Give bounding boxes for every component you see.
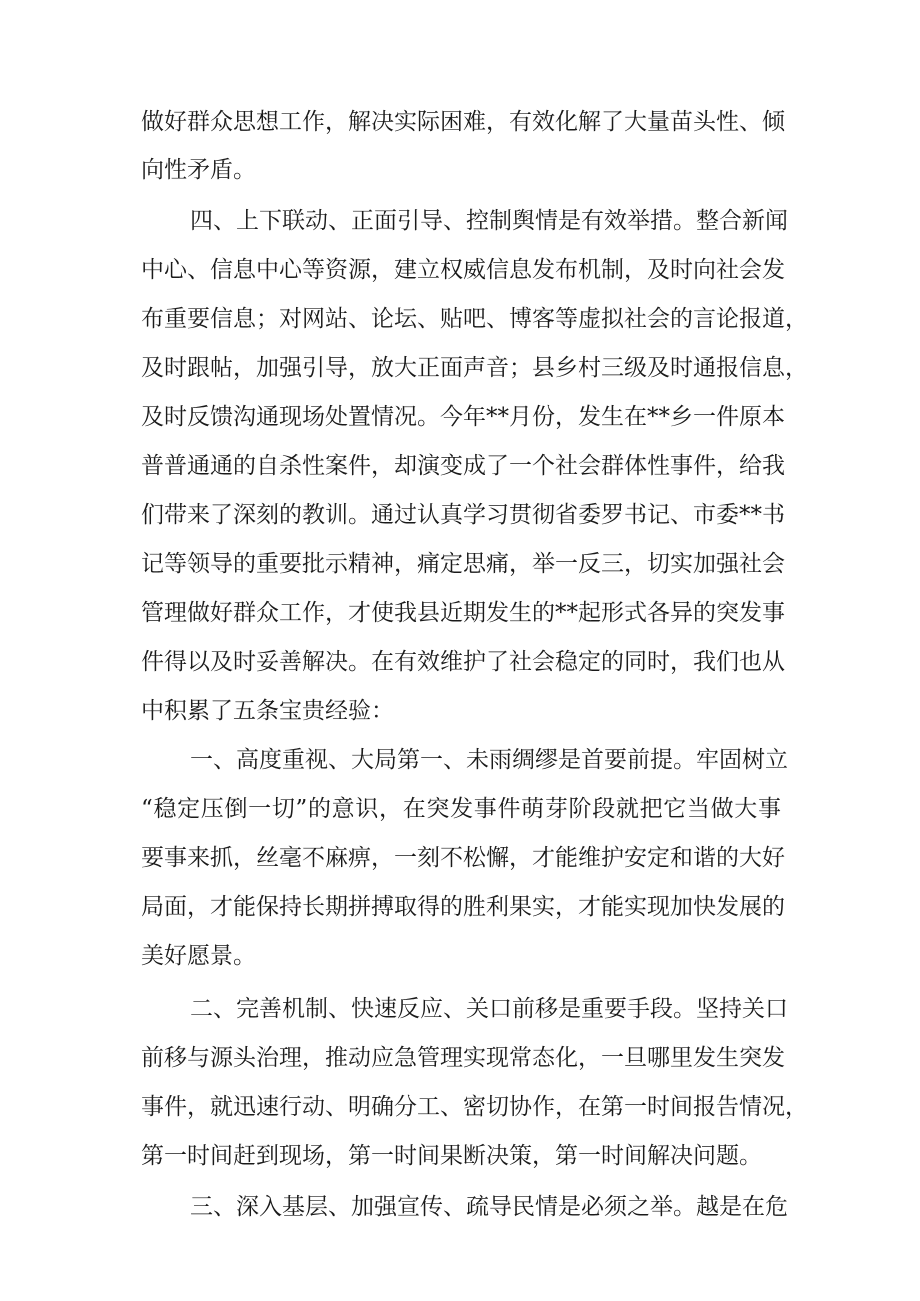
text-line: 第一时间赶到现场，第一时间果断决策，第一时间解决问题。: [141, 1143, 762, 1169]
paragraph-start-line: 二、完善机制、快速反应、关口前移是重要手段。坚持关口: [190, 996, 788, 1022]
text-line: 事件，就迅速行动、明确分工、密切协作，在第一时间报告情况，: [141, 1094, 808, 1120]
text-line: 件得以及时妥善解决。在有效维护了社会稳定的同时，我们也从: [141, 649, 785, 675]
text-line: 做好群众思想工作，解决实际困难，有效化解了大量苗头性、倾: [141, 109, 785, 135]
text-line: 中心、信息中心等资源，建立权威信息发布机制，及时向社会发: [141, 257, 785, 283]
text-line: 管理做好群众工作，才使我县近期发生的**起形式各异的突发事: [141, 600, 785, 626]
paragraph-start-line: 四、上下联动、正面引导、控制舆情是有效举措。整合新闻: [190, 208, 788, 234]
text-line: 们带来了深刻的教训。通过认真学习贯彻省委罗书记、市委**书: [141, 502, 785, 528]
text-line: 中积累了五条宝贵经验：: [141, 698, 394, 724]
text-line: 及时跟帖，加强引导，放大正面声音；县乡村三级及时通报信息，: [141, 355, 808, 381]
text-line: 记等领导的重要批示精神，痛定思痛，举一反三，切实加强社会: [141, 551, 785, 577]
text-line: 向性矛盾。: [141, 157, 256, 183]
paragraph-start-line: 一、高度重视、大局第一、未雨绸缪是首要前提。牢固树立: [190, 747, 788, 773]
text-line: 局面，才能保持长期拼搏取得的胜利果实，才能实现加快发展的: [141, 894, 785, 920]
text-line: 要事来抓，丝毫不麻痹，一刻不松懈，才能维护安定和谐的大好: [141, 845, 785, 871]
paragraph-start-line: 三、深入基层、加强宣传、疏导民情是必须之举。越是在危: [190, 1194, 788, 1220]
text-line: 普普通通的自杀性案件，却演变成了一个社会群体性事件，给我: [141, 453, 785, 479]
text-line: 布重要信息；对网站、论坛、贴吧、博客等虚拟社会的言论报道，: [141, 306, 808, 332]
text-line: “稳定压倒一切”的意识，在突发事件萌芽阶段就把它当做大事: [141, 796, 781, 822]
text-line: 及时反馈沟通现场处置情况。今年**月份，发生在**乡一件原本: [141, 404, 785, 430]
text-line: 美好愿景。: [141, 943, 256, 969]
text-line: 前移与源头治理，推动应急管理实现常态化，一旦哪里发生突发: [141, 1045, 785, 1071]
